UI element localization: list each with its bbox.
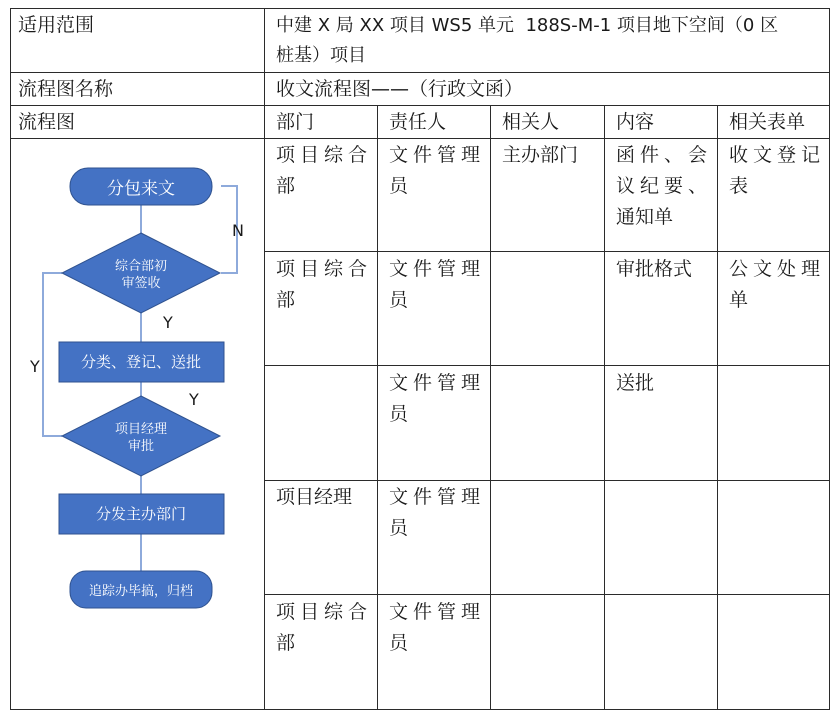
cell-form: 单	[729, 289, 749, 311]
cell-dept: 项目综合	[276, 258, 373, 280]
cell-form: 公文处理	[729, 258, 826, 280]
scope-value-line2: 桩基）项目	[276, 45, 366, 66]
chart-name-label: 流程图名称	[18, 78, 114, 100]
start-label: 分包来文	[107, 179, 175, 199]
cell-owner: 员	[389, 289, 409, 311]
cell-owner: 文件管理	[389, 258, 486, 280]
cell-dept: 部	[276, 632, 296, 654]
column-header-content: 内容	[616, 111, 655, 133]
cell-content: 函件、会	[616, 144, 713, 166]
cell-content: 议纪要、	[616, 175, 713, 197]
cell-dept: 项目综合	[276, 144, 373, 166]
step1-label: 分类、登记、送批	[80, 353, 202, 371]
column-header-form: 相关表单	[729, 111, 806, 133]
table-border-right	[829, 8, 830, 710]
cell-form: 收文登记	[729, 144, 826, 166]
chart-name-value: 收文流程图——（行政文函）	[276, 78, 524, 100]
cell-related: 主办部门	[502, 144, 579, 166]
cell-owner: 文件管理	[389, 601, 486, 623]
cell-content: 审批格式	[616, 258, 693, 280]
table-rule	[604, 105, 605, 710]
table-rule	[490, 105, 491, 710]
cell-form: 表	[729, 175, 749, 197]
table-rule	[264, 480, 830, 481]
cell-owner: 文件管理	[389, 144, 486, 166]
branch-label-yes: Y	[189, 390, 199, 409]
branch-label-yes-loop: Y	[30, 357, 40, 376]
branch-label-yes: Y	[163, 313, 173, 332]
cell-owner: 文件管理	[389, 486, 486, 508]
table-rule	[264, 8, 265, 710]
cell-dept: 项目经理	[276, 486, 353, 508]
column-header-dept: 部门	[276, 111, 315, 133]
column-header-owner: 责任人	[389, 111, 447, 133]
cell-dept: 部	[276, 175, 296, 197]
cell-owner: 员	[389, 517, 409, 539]
decision1-label-line2: 审签收	[121, 276, 161, 291]
cell-dept: 部	[276, 289, 296, 311]
end-label: 追踪办毕搞，归档	[88, 584, 194, 599]
flowchart	[10, 8, 264, 710]
scope-label: 适用范围	[18, 14, 95, 36]
cell-content: 送批	[616, 372, 655, 394]
branch-label-no: N	[232, 221, 244, 240]
cell-content: 通知单	[616, 206, 674, 228]
cell-dept: 项目综合	[276, 601, 373, 623]
table-rule	[377, 105, 378, 710]
table-rule	[264, 365, 830, 366]
cell-owner: 文件管理	[389, 372, 486, 394]
cell-owner: 员	[389, 175, 409, 197]
flowchart-label: 流程图	[18, 111, 76, 133]
table-rule	[264, 251, 830, 252]
cell-owner: 员	[389, 632, 409, 654]
step2-label: 分发主办部门	[95, 505, 187, 523]
decision2-label-line1: 项目经理	[114, 422, 168, 437]
cell-owner: 员	[389, 403, 409, 425]
decision1-label-line1: 综合部初	[114, 259, 168, 274]
column-header-related: 相关人	[502, 111, 560, 133]
decision2-label-line2: 审批	[127, 439, 155, 454]
table-rule	[717, 105, 718, 710]
table-rule	[264, 594, 830, 595]
scope-value-line1: 中建 X 局 XX 项目 WS5 单元 188S-M-1 项目地下空间（0 区	[276, 15, 779, 36]
